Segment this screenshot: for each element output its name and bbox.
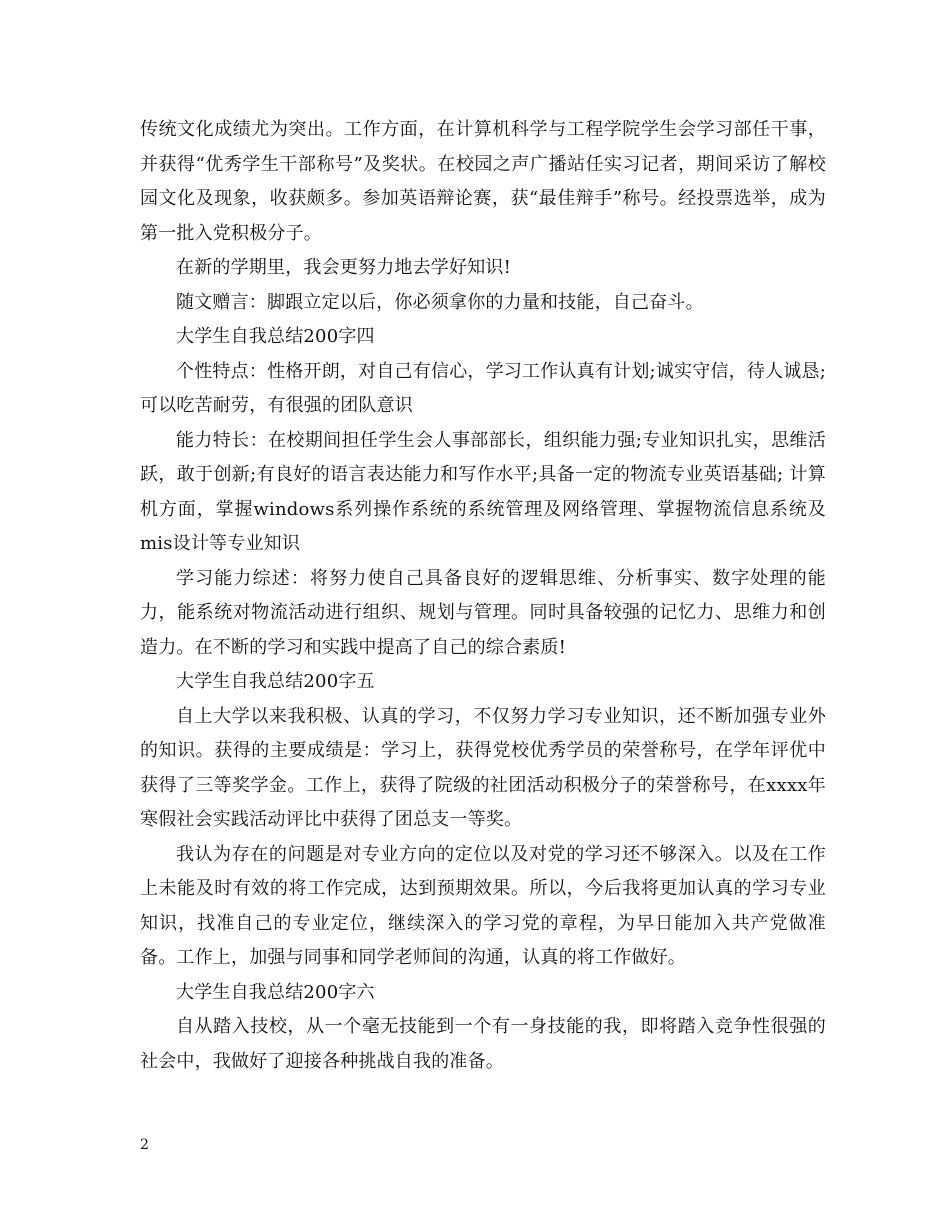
document-body: [140, 113, 826, 1079]
section-heading: 大学生自我总结200字五: [176, 671, 375, 692]
paragraph: 在新的学期里，我会更努力地去学好知识!: [176, 257, 512, 278]
paragraph: 我认为存在的问题是对专业方向的定位以及对党的学习还不够深入。以及在工作上未能及时有效的将工作完成，达到预期效果。所以，今后我将更加认真的学习专业知识，找准自己的专业定位，继续深入的学习党的章程，为早日能加入共产党做准备。工作上，加强与同事和同学老师间的沟通，认真的将工作做好。: [140, 843, 826, 968]
section-heading: 大学生自我总结200字六: [176, 981, 375, 1003]
paragraph: 个性特点：性格开朗，对自己有信心，学习工作认真有计划;诚实守信，待人诚恳;可以吃苦耐劳，有很强的团队意识: [140, 360, 826, 416]
paragraph: 随文赠言：脚跟立定以后，你必须拿你的力量和技能，自己奋斗。: [176, 291, 704, 313]
paragraph: 学习能力综述：将努力使自己具备良好的逻辑思维、分析事实、数字处理的能力，能系统对物流活动进行组织、规划与管理。同时具备较强的记忆力、思维力和创造力。在不断的学习和实践中提高了自己的综合素质!: [140, 567, 826, 658]
section-heading: 大学生自我总结200字四: [176, 326, 375, 347]
paragraph: 能力特长：在校期间担任学生会人事部部长，组织能力强;专业知识扎实，思维活跃，敢于创新;有良好的语言表达能力和写作水平;具备一定的物流专业英语基础; 计算机方面，掌握windows系列操作系统的系统管理及网络管理、掌握物流信息系统及mis设计等专业知识: [140, 429, 826, 554]
paragraph: 自上大学以来我积极、认真的学习，不仅努力学习专业知识，还不断加强专业外的知识。获得的主要成绩是：学习上，获得党校优秀学员的荣誉称号，在学年评优中获得了三等奖学金。工作上，获得了院级的社团活动积极分子的荣誉称号，在xxxx年寒假社会实践活动评比中获得了团总支一等奖。: [140, 705, 826, 830]
paragraph: 传统文化成绩尤为突出。工作方面，在计算机科学与工程学院学生会学习部任干事，并获得“优秀学生干部称号”及奖状。在校园之声广播站任实习记者，期间采访了解校园文化及现象，收获颇多。参加英语辩论赛，获“最佳辩手”称号。经投票选举，成为第一批入党积极分子。: [140, 119, 826, 244]
page-number: 2: [140, 1137, 149, 1153]
paragraph: 自从踏入技校，从一个毫无技能到一个有一身技能的我，即将踏入竞争性很强的社会中，我做好了迎接各种挑战自我的准备。: [140, 1016, 826, 1072]
